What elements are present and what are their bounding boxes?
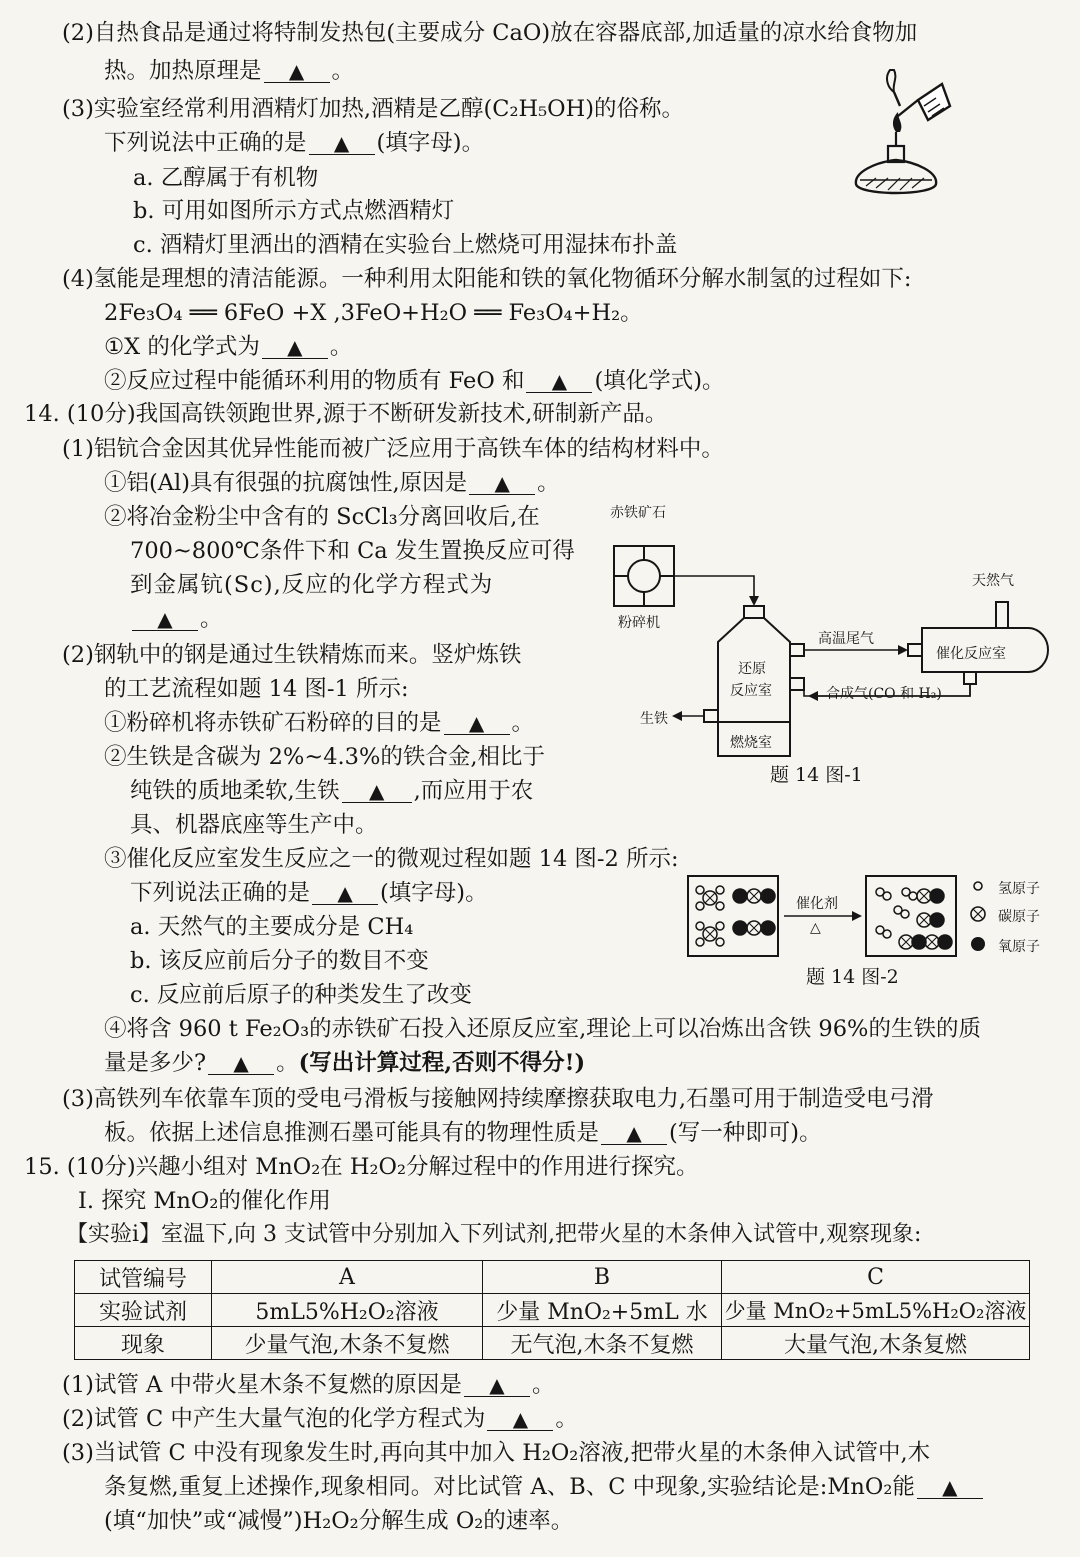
q14-2-sub-3-line-2 — [130, 880, 488, 907]
fig2-caption: 题 14 图-2 — [806, 966, 899, 988]
hydrogen-atom — [716, 938, 724, 946]
hydrogen-atom — [696, 902, 704, 910]
q13-4-line-1: (4)氢能是理想的清洁能源。一种利用太阳能和铁的氧化物循环分解水制氢的过程如下: — [62, 266, 912, 292]
q13-3-line-2 — [104, 130, 484, 157]
text: ①粉碎机将赤铁矿石粉碎的目的是 — [104, 710, 442, 736]
text: (填化学式)。 — [594, 368, 725, 394]
q13-4-equation: 2Fe₃O₄ ══ 6FeO +X ,3FeO+H₂O ══ Fe₃O₄+H₂。 — [104, 300, 643, 326]
fig2-heat-label: △ — [810, 920, 821, 936]
carbon-atom-mark — [705, 893, 715, 903]
answer-blank[interactable]: ▲ — [601, 1122, 667, 1145]
table-header-cell: A — [212, 1261, 483, 1294]
q14-1-sub-1 — [104, 470, 560, 497]
text: 。 — [276, 1050, 299, 1076]
text: 纯铁的质地柔软,生铁 — [130, 778, 340, 804]
table-cell: 少量 MnO₂+5mL5%H₂O₂溶液 — [722, 1294, 1030, 1327]
table-header-cell: 试管编号 — [75, 1261, 212, 1294]
hydrogen-atom — [901, 910, 909, 918]
hydrogen-atom — [716, 886, 724, 894]
q14-2-sub-4-line-1: ④将含 960 t Fe₂O₃的赤铁矿石投入还原反应室,理论上可以冶炼出含铁 96%的生铁的质 — [104, 1016, 981, 1042]
text: ,而应用于农 — [413, 778, 534, 804]
answer-blank[interactable]: ▲ — [469, 472, 535, 495]
answer-blank[interactable]: ▲ — [917, 1476, 983, 1499]
fig1-pig-iron-label: 生铁 — [640, 711, 668, 727]
q14-2-line-1: (2)钢轨中的钢是通过生铁精炼而来。竖炉炼铁 — [62, 642, 522, 668]
table-cell: 少量 MnO₂+5mL 水 — [483, 1294, 722, 1327]
text: 。 — [511, 710, 535, 736]
text: (2)试管 C 中产生大量气泡的化学方程式为 — [62, 1406, 486, 1432]
table-header-row — [75, 1261, 1030, 1294]
answer-blank[interactable]: ▲ — [342, 780, 412, 803]
fig1-tail-gas-label: 高温尾气 — [818, 631, 874, 647]
q14-2-sub-3-option-b: b. 该反应前后分子的数目不变 — [130, 948, 429, 974]
table-row — [75, 1327, 1030, 1360]
fig2-catalyst-label: 催化剂 — [796, 896, 838, 912]
oxygen-atom — [761, 889, 775, 903]
fig2-legend-o: 氧原子 — [998, 939, 1040, 955]
answer-blank[interactable]: ▲ — [309, 132, 375, 155]
answer-blank[interactable]: ▲ — [526, 370, 592, 393]
q13-2-line-1: (2)自热食品是通过将特制发热包(主要成分 CaO)放在容器底部,加适量的凉水给食物加 — [62, 20, 918, 46]
q13-3-line-1: (3)实验室经常利用酒精灯加热,酒精是乙醇(C₂H₅OH)的俗称。 — [62, 96, 685, 122]
text: 量是多少? — [104, 1050, 207, 1076]
q14-2-sub-3-option-a: a. 天然气的主要成分是 CH₄ — [130, 914, 414, 940]
answer-blank[interactable]: ▲ — [312, 882, 378, 905]
answer-blank[interactable]: ▲ — [464, 1374, 530, 1397]
text: 板。依据上述信息推测石墨可能具有的物理性质是 — [104, 1120, 600, 1146]
fig1-caption: 题 14 图-1 — [770, 764, 863, 786]
table-row — [75, 1294, 1030, 1327]
q13-4-sub-2 — [104, 368, 725, 395]
fig1-reduction-room-label-2: 反应室 — [730, 683, 772, 699]
hydrogen-atom — [696, 922, 704, 930]
table-cell: 实验试剂 — [75, 1294, 212, 1327]
answer-blank[interactable]: ▲ — [264, 60, 330, 83]
table-cell: 5mL5%H₂O₂溶液 — [212, 1294, 483, 1327]
answer-blank[interactable]: ▲ — [262, 336, 328, 359]
q14-2-sub-3-option-c: c. 反应前后原子的种类发生了改变 — [130, 982, 472, 1008]
hydrogen-atom — [909, 892, 917, 900]
q15-2-line — [62, 1406, 578, 1433]
hydrogen-atom — [716, 902, 724, 910]
q14-1-sub-2-line-3: 到金属钪(Sc),反应的化学方程式为 — [130, 572, 494, 598]
fig1-reduction-room-label-1: 还原 — [738, 661, 766, 677]
text: 下列说法中正确的是 — [104, 130, 307, 156]
q13-3-option-b: b. 可用如图所示方式点燃酒精灯 — [133, 198, 455, 224]
hydrogen-atom — [716, 922, 724, 930]
reactants-molecules — [696, 886, 775, 946]
q13-3-option-c: c. 酒精灯里洒出的酒精在实验台上燃烧可用湿抹布扑盖 — [133, 232, 678, 258]
answer-blank[interactable]: ▲ — [444, 712, 510, 735]
q15-3-line-1: (3)当试管 C 中没有现象发生时,再向其中加入 H₂O₂溶液,把带火星的木条伸入试管中,木 — [62, 1440, 931, 1466]
q15-experiment-intro: 【实验ⅰ】室温下,向 3 支试管中分别加入下列试剂,把带火星的木条伸入试管中,观察现象: — [66, 1222, 922, 1247]
q14-2-line-2: 的工艺流程如题 14 图-1 所示: — [104, 676, 409, 702]
fig1-gas-label: 天然气 — [972, 573, 1014, 589]
q15-part-i: Ⅰ. 探究 MnO₂的催化作用 — [78, 1188, 331, 1214]
answer-blank[interactable]: ▲ — [208, 1052, 274, 1075]
q15-1-line — [62, 1372, 554, 1399]
q14-3-line-1: (3)高铁列车依靠车顶的受电弓滑板与接触网持续摩擦获取电力,石墨可用于制造受电弓滑 — [62, 1086, 934, 1112]
oxygen-atom — [733, 921, 747, 935]
fig1-combustion-room-label: 燃烧室 — [730, 735, 772, 751]
table-header-cell: C — [722, 1261, 1030, 1294]
text: (1)试管 A 中带火星木条不复燃的原因是 — [62, 1372, 462, 1398]
text: 。 — [331, 58, 355, 84]
q14-1-line: (1)铝钪合金因其优异性能而被广泛应用于高铁车体的结构材料中。 — [62, 436, 724, 462]
text: 。 — [329, 334, 353, 360]
text: (写一种即可)。 — [669, 1120, 822, 1146]
alcohol-lamp-illustration — [836, 62, 956, 202]
fig1-crusher-label: 粉碎机 — [618, 615, 660, 631]
q14-title: 14. (10分)我国高铁领跑世界,源于不断研发新技术,研制新产品。 — [24, 401, 668, 427]
text: 。 — [200, 606, 223, 632]
q15-title: 15. (10分)兴趣小组对 MnO₂在 H₂O₂分解过程中的作用进行探究。 — [24, 1154, 699, 1180]
text: 热。加热原理是 — [104, 58, 262, 84]
text: 下列说法正确的是 — [130, 880, 311, 906]
legend-symbols — [971, 882, 985, 951]
q14-2-sub-2-line-1: ②生铁是含碳为 2%~4.3%的铁合金,相比于 — [104, 744, 546, 770]
carbon-atom-mark — [749, 923, 759, 933]
carbon-atom-mark — [749, 891, 759, 901]
text: ①X 的化学式为 — [104, 334, 260, 360]
hydrogen-atom — [883, 892, 891, 900]
note-text: (写出计算过程,否则不得分!) — [298, 1050, 586, 1076]
text: 。 — [555, 1406, 578, 1432]
text: 条复燃,重复上述操作,现象相同。对比试管 A、B、C 中现象,实验结论是:MnO₂能 — [104, 1474, 915, 1500]
q14-2-sub-2-line-3: 具、机器底座等生产中。 — [130, 812, 378, 838]
carbon-atom-mark — [901, 937, 911, 947]
carbon-atom-mark — [919, 915, 929, 925]
fig2-legend-c: 碳原子 — [998, 909, 1040, 925]
fig2-legend-h: 氢原子 — [998, 881, 1040, 897]
table-cell: 无气泡,木条不复燃 — [483, 1327, 722, 1360]
q13-2-line-2 — [104, 58, 354, 85]
q14-1-sub-2-line-1: ②将冶金粉尘中含有的 ScCl₃分离回收后,在 — [104, 504, 540, 530]
experiment-table — [74, 1260, 1030, 1360]
fig1-ore-label: 赤铁矿石 — [610, 505, 666, 521]
carbon-atom-mark — [927, 937, 937, 947]
q14-2-sub-1 — [104, 710, 534, 737]
carbon-atom-mark — [919, 891, 929, 901]
products-molecules — [876, 888, 952, 949]
q13-4-sub-1 — [104, 334, 352, 361]
text: ②反应过程中能循环利用的物质有 FeO 和 — [104, 368, 525, 394]
text: 。 — [531, 1372, 555, 1398]
table-header-cell: B — [483, 1261, 722, 1294]
q15-3-line-2 — [104, 1474, 985, 1501]
table-cell: 大量气泡,木条复燃 — [722, 1327, 1030, 1360]
text: 。 — [537, 470, 560, 496]
oxygen-atom — [733, 889, 747, 903]
text: (填字母)。 — [380, 880, 488, 906]
table-cell: 少量气泡,木条不复燃 — [212, 1327, 483, 1360]
oxygen-atom — [912, 935, 926, 949]
oxygen-atom — [930, 913, 944, 927]
q14-1-sub-2-line-2: 700~800℃条件下和 Ca 发生置换反应可得 — [130, 538, 575, 564]
oxygen-atom — [938, 935, 952, 949]
q14-2-sub-3-line-1: ③催化反应室发生反应之一的微观过程如题 14 图-2 所示: — [104, 846, 679, 872]
q14-3-line-2 — [104, 1120, 822, 1147]
q14-2-sub-2-line-2 — [130, 778, 533, 805]
q15-3-line-3: (填“加快”或“减慢”)H₂O₂分解生成 O₂的速率。 — [104, 1508, 574, 1534]
table-cell: 现象 — [75, 1327, 212, 1360]
q13-3-option-a: a. 乙醇属于有机物 — [133, 165, 319, 191]
carbon-atom-mark — [705, 929, 715, 939]
oxygen-atom — [930, 889, 944, 903]
text: ①铝(Al)具有很强的抗腐蚀性,原因是 — [104, 470, 468, 496]
answer-blank[interactable]: ▲ — [132, 608, 198, 631]
oxygen-atom — [761, 921, 775, 935]
hydrogen-atom — [696, 938, 704, 946]
fig1-catalytic-room-label: 催化反应室 — [936, 646, 1006, 662]
fig1-syngas-label: 合成气(CO 和 H₂) — [826, 686, 942, 702]
text: (填字母)。 — [376, 130, 485, 156]
hydrogen-atom — [883, 930, 891, 938]
q14-1-sub-2-line-4 — [130, 606, 223, 633]
answer-blank[interactable]: ▲ — [487, 1408, 553, 1431]
q14-2-sub-4-line-2 — [104, 1050, 585, 1077]
hydrogen-atom — [696, 886, 704, 894]
